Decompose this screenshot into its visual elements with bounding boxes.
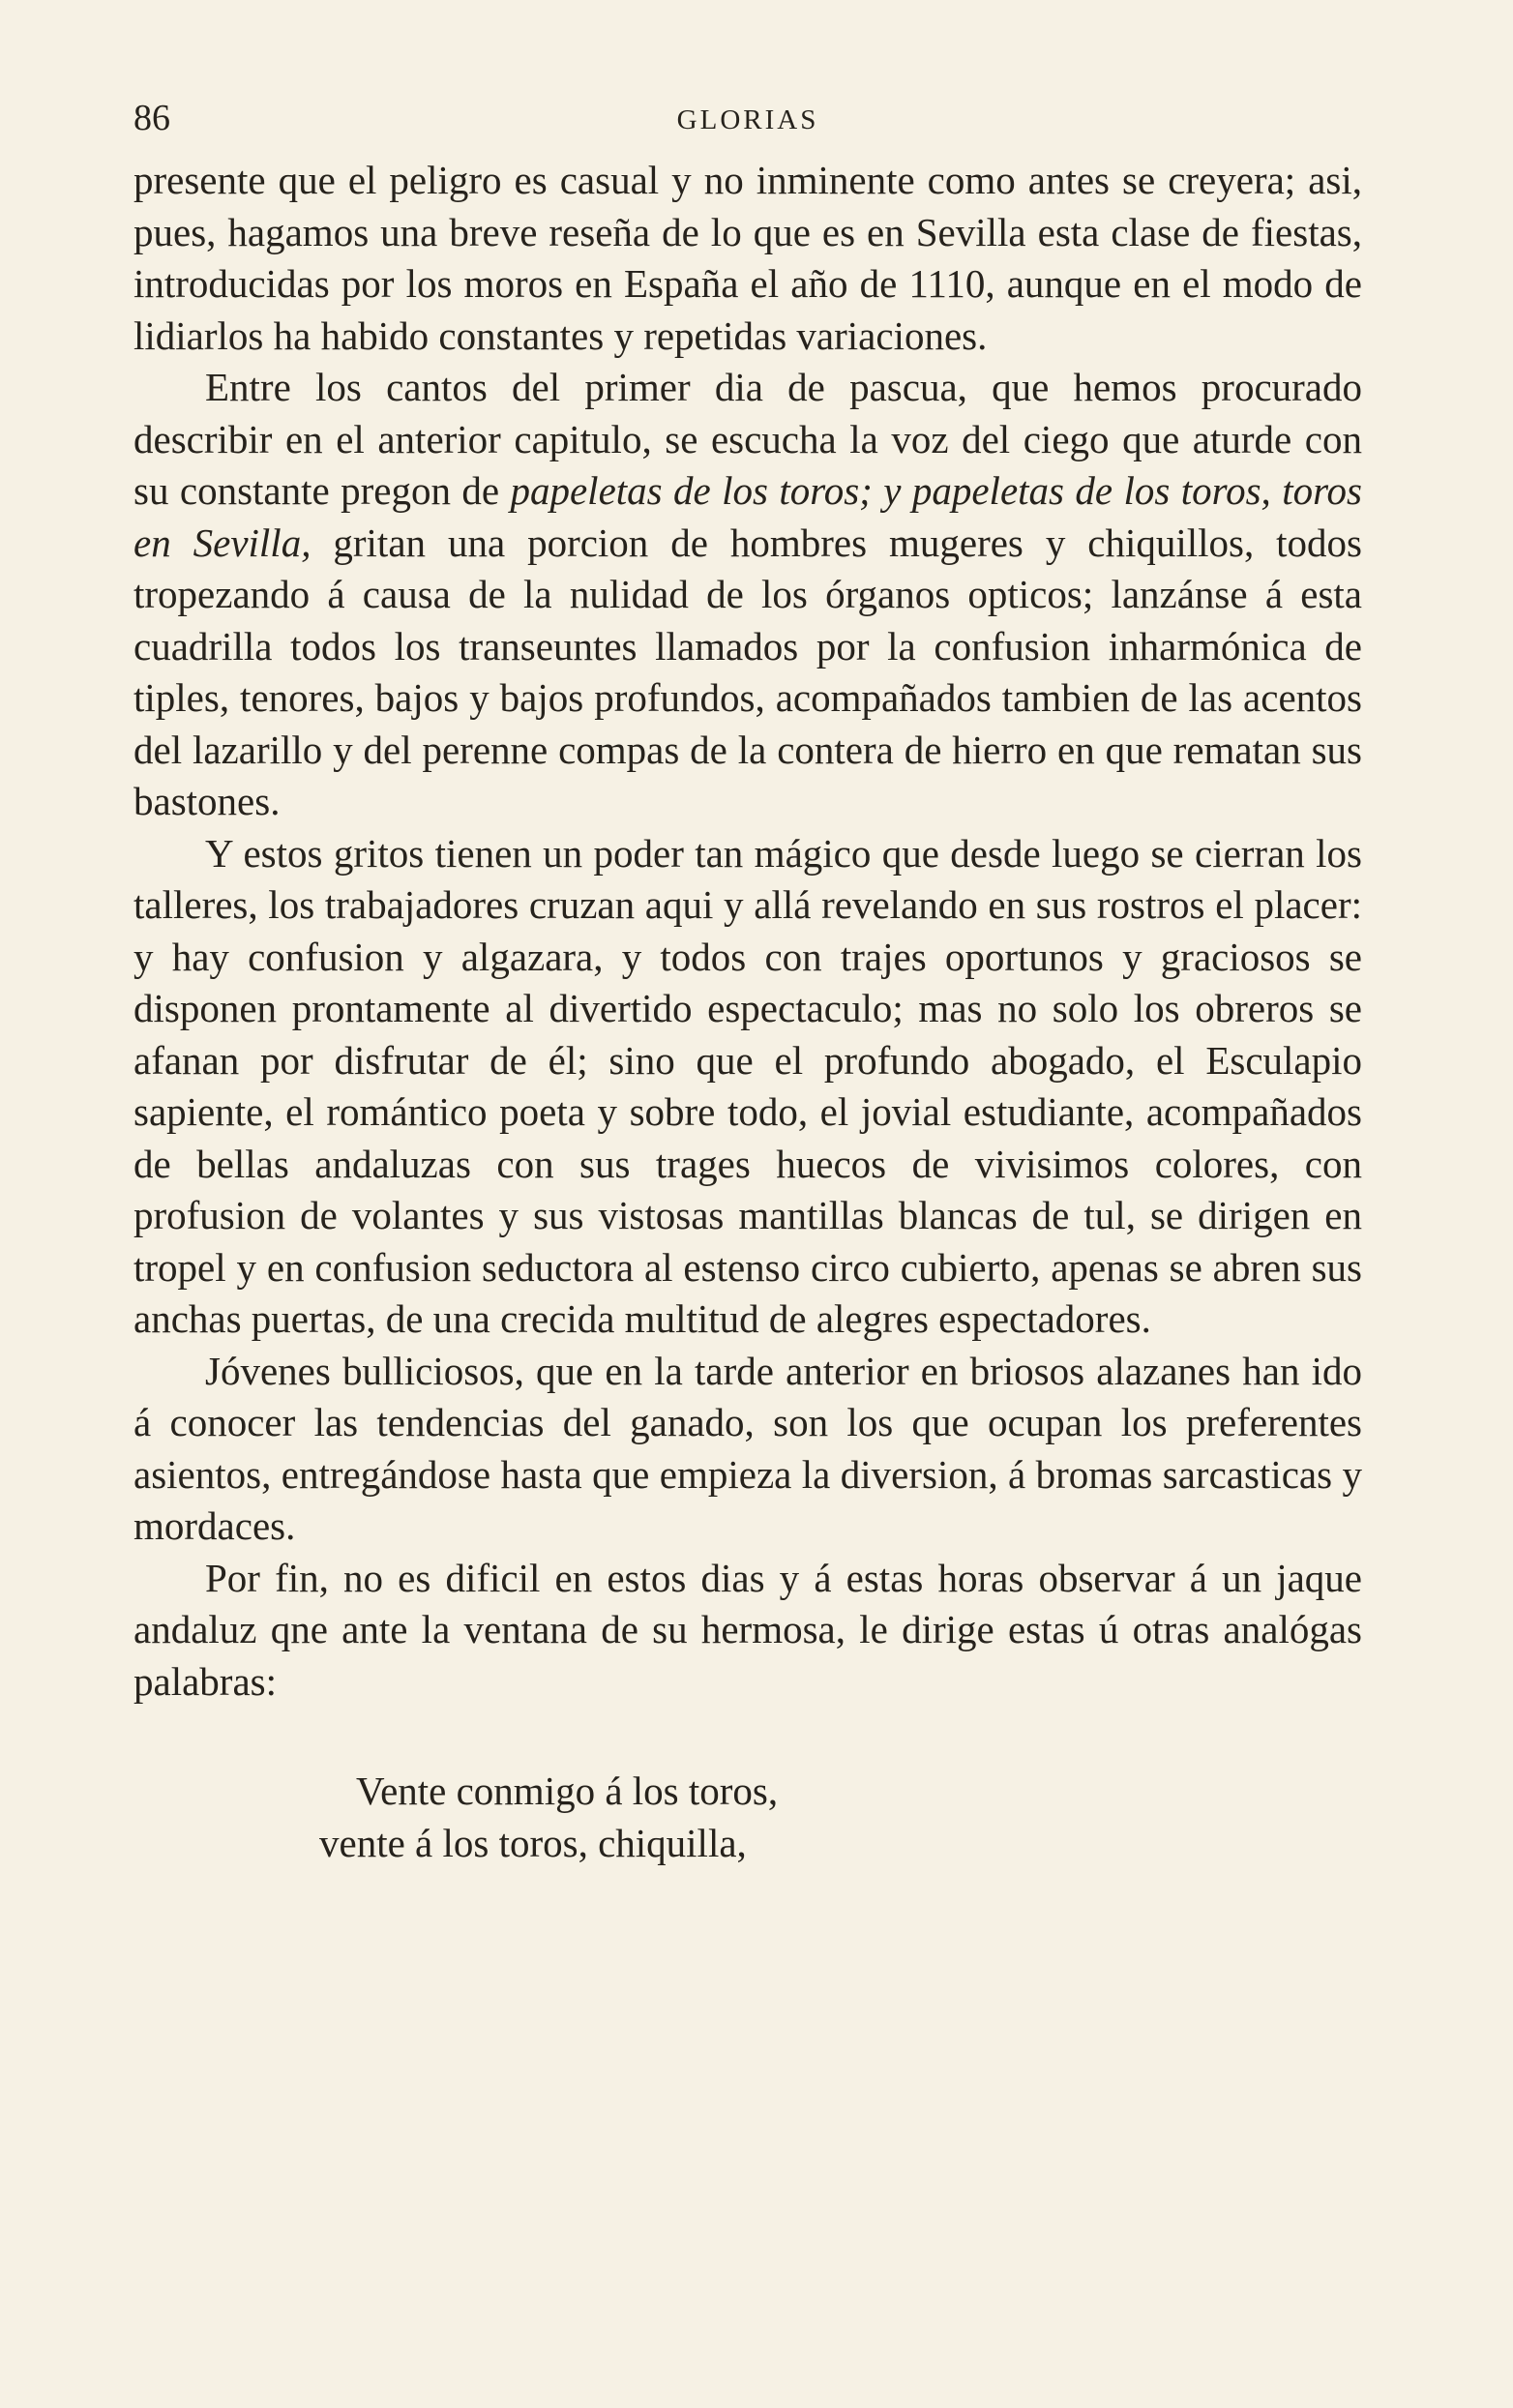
paragraph: Por fin, no es dificil en estos dias y á estas horas observar á un jaque andaluz qne ante la ventana de su hermosa, le dirige estas ú otras analógas palabras:	[134, 1555, 1362, 1704]
verse-block	[134, 1766, 1362, 1869]
body-text	[134, 155, 1362, 1869]
running-head: GLORIAS	[676, 104, 819, 135]
paragraph: Jóvenes bulliciosos, que en la tarde anterior en briosos alazanes han ido á conocer las tendencias del ganado, son los que ocupan los preferentes asientos, entregándose hasta que empieza la diversion, á bromas sarcasticas y mordaces.	[134, 1348, 1362, 1548]
verse-line: Vente conmigo á los toros,	[356, 1769, 779, 1813]
italic-quote: papeletas de los toros; y papeletas de los toros, toros en Sevilla,	[134, 468, 1362, 565]
verse-line: vente á los toros, chiquilla,	[319, 1820, 747, 1865]
paragraph	[134, 362, 1362, 828]
page-number: 86	[134, 98, 170, 138]
paragraph: presente que el peligro es casual y no inminente como antes se creyera; asi, pues, hagamos una breve reseña de lo que es en Sevilla esta clase de fiestas, introducidas por los moros en España el año de 1110, aunque en el modo de lidiarlos ha habido constantes y repetidas variaciones.	[134, 158, 1362, 358]
paragraph: Y estos gritos tienen un poder tan mágico que desde luego se cierran los talleres, los trabajadores cruzan aqui y allá revelando en sus rostros el placer: y hay confusion y algazara, y todos con trajes oportunos y graciosos se disponen prontamente al divertido espectaculo; mas no solo los obreros se afanan por disfrutar de él; sino que el profundo abogado, el Esculapio sapiente, el romántico poeta y sobre todo, el jovial estudiante, acompañados de bellas andaluzas con sus trages huecos de vivisimos colores, con profusion de volantes y sus vistosas mantillas blancas de tul, se dirigen en tropel y en confusion seductora al estenso circo cubierto, apenas se abren sus anchas puertas, de una crecida multitud de alegres espectadores.	[134, 830, 1362, 1341]
paragraph-text: gritan una porcion de hombres mugeres y chiquillos, todos tropezando á causa de la nulidad de los órganos opticos; lanzánse á esta cuadrilla todos los transeuntes llamados por la confusion inharmónica de tiples, tenores, bajos y bajos profundos, acompañados tambien de las acentos del lazarillo y del perenne compas de la contera de hierro en que rematan sus bastones.	[134, 520, 1362, 823]
page-header	[134, 97, 1362, 155]
paragraph-text: Entre los cantos del primer dia de pascua, que hemos procurado describir en el anterior capitulo, se escucha la voz del ciego que aturde con su constante pregon de	[134, 365, 1362, 513]
